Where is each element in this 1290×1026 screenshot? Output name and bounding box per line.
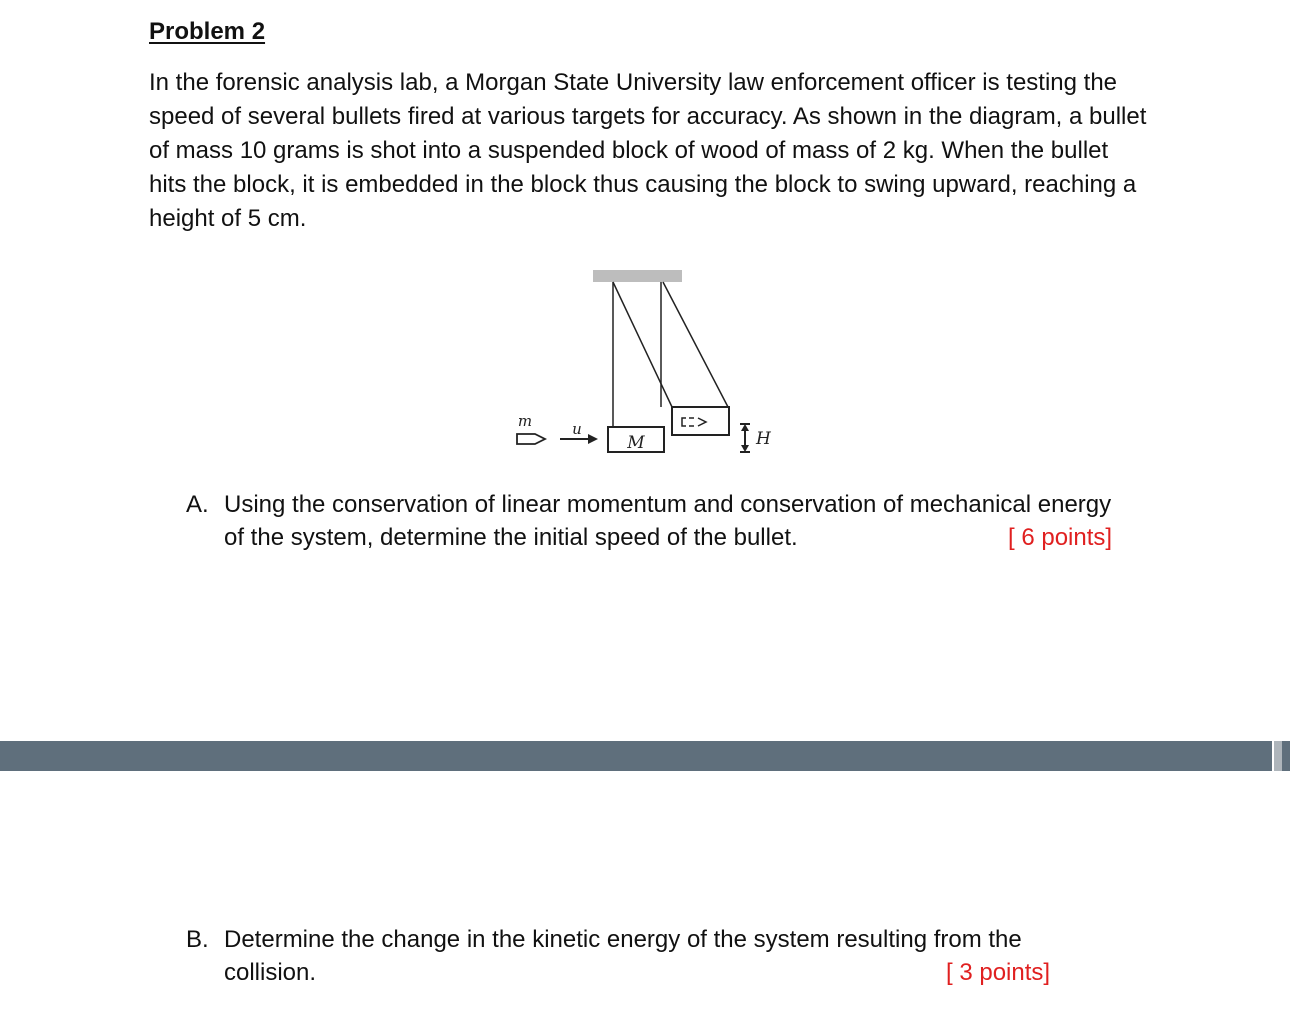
velocity-arrowhead xyxy=(588,434,598,444)
string-swung-left xyxy=(613,282,672,407)
ceiling-support xyxy=(593,270,682,282)
question-a-text: Using the conservation of linear momentum and conservation of mechanical energy of the system, determine the initial speed of the bullet. xyxy=(224,491,1112,551)
block-swung xyxy=(672,407,729,435)
problem-title: Problem 2 xyxy=(149,18,266,45)
ballistic-pendulum-diagram xyxy=(500,262,800,462)
velocity-label: u xyxy=(572,420,582,438)
question-b-letter: B. xyxy=(186,926,209,953)
height-label: H xyxy=(756,429,771,449)
question-a-letter: A. xyxy=(186,491,209,518)
problem-intro: In the forensic analysis lab, a Morgan State University law enforcement officer is testing the speed of several bullets fired at various targets for accuracy. As shown in the diagram, a bullet of mass 10 grams is shot into a suspended block of wood of mass of 2 kg. When the bullet hits the block, it is embedded in the block thus causing the block to swing upward, reaching a height of 5 cm. xyxy=(149,69,1147,232)
section-divider xyxy=(0,741,1272,771)
string-swung-right xyxy=(663,282,728,407)
question-b-points: [ 3 points] xyxy=(946,959,1051,986)
question-a-points: [ 6 points] xyxy=(1008,524,1113,551)
question-a xyxy=(186,488,1126,558)
divider-edge xyxy=(1282,741,1290,771)
question-b xyxy=(186,923,1086,993)
height-indicator xyxy=(740,424,750,452)
question-b-text: Determine the change in the kinetic energy of the system resulting from the collision. xyxy=(224,926,1022,986)
bullet-icon xyxy=(517,434,545,444)
bullet-mass-label: m xyxy=(517,412,533,430)
block-label: M xyxy=(627,433,645,453)
